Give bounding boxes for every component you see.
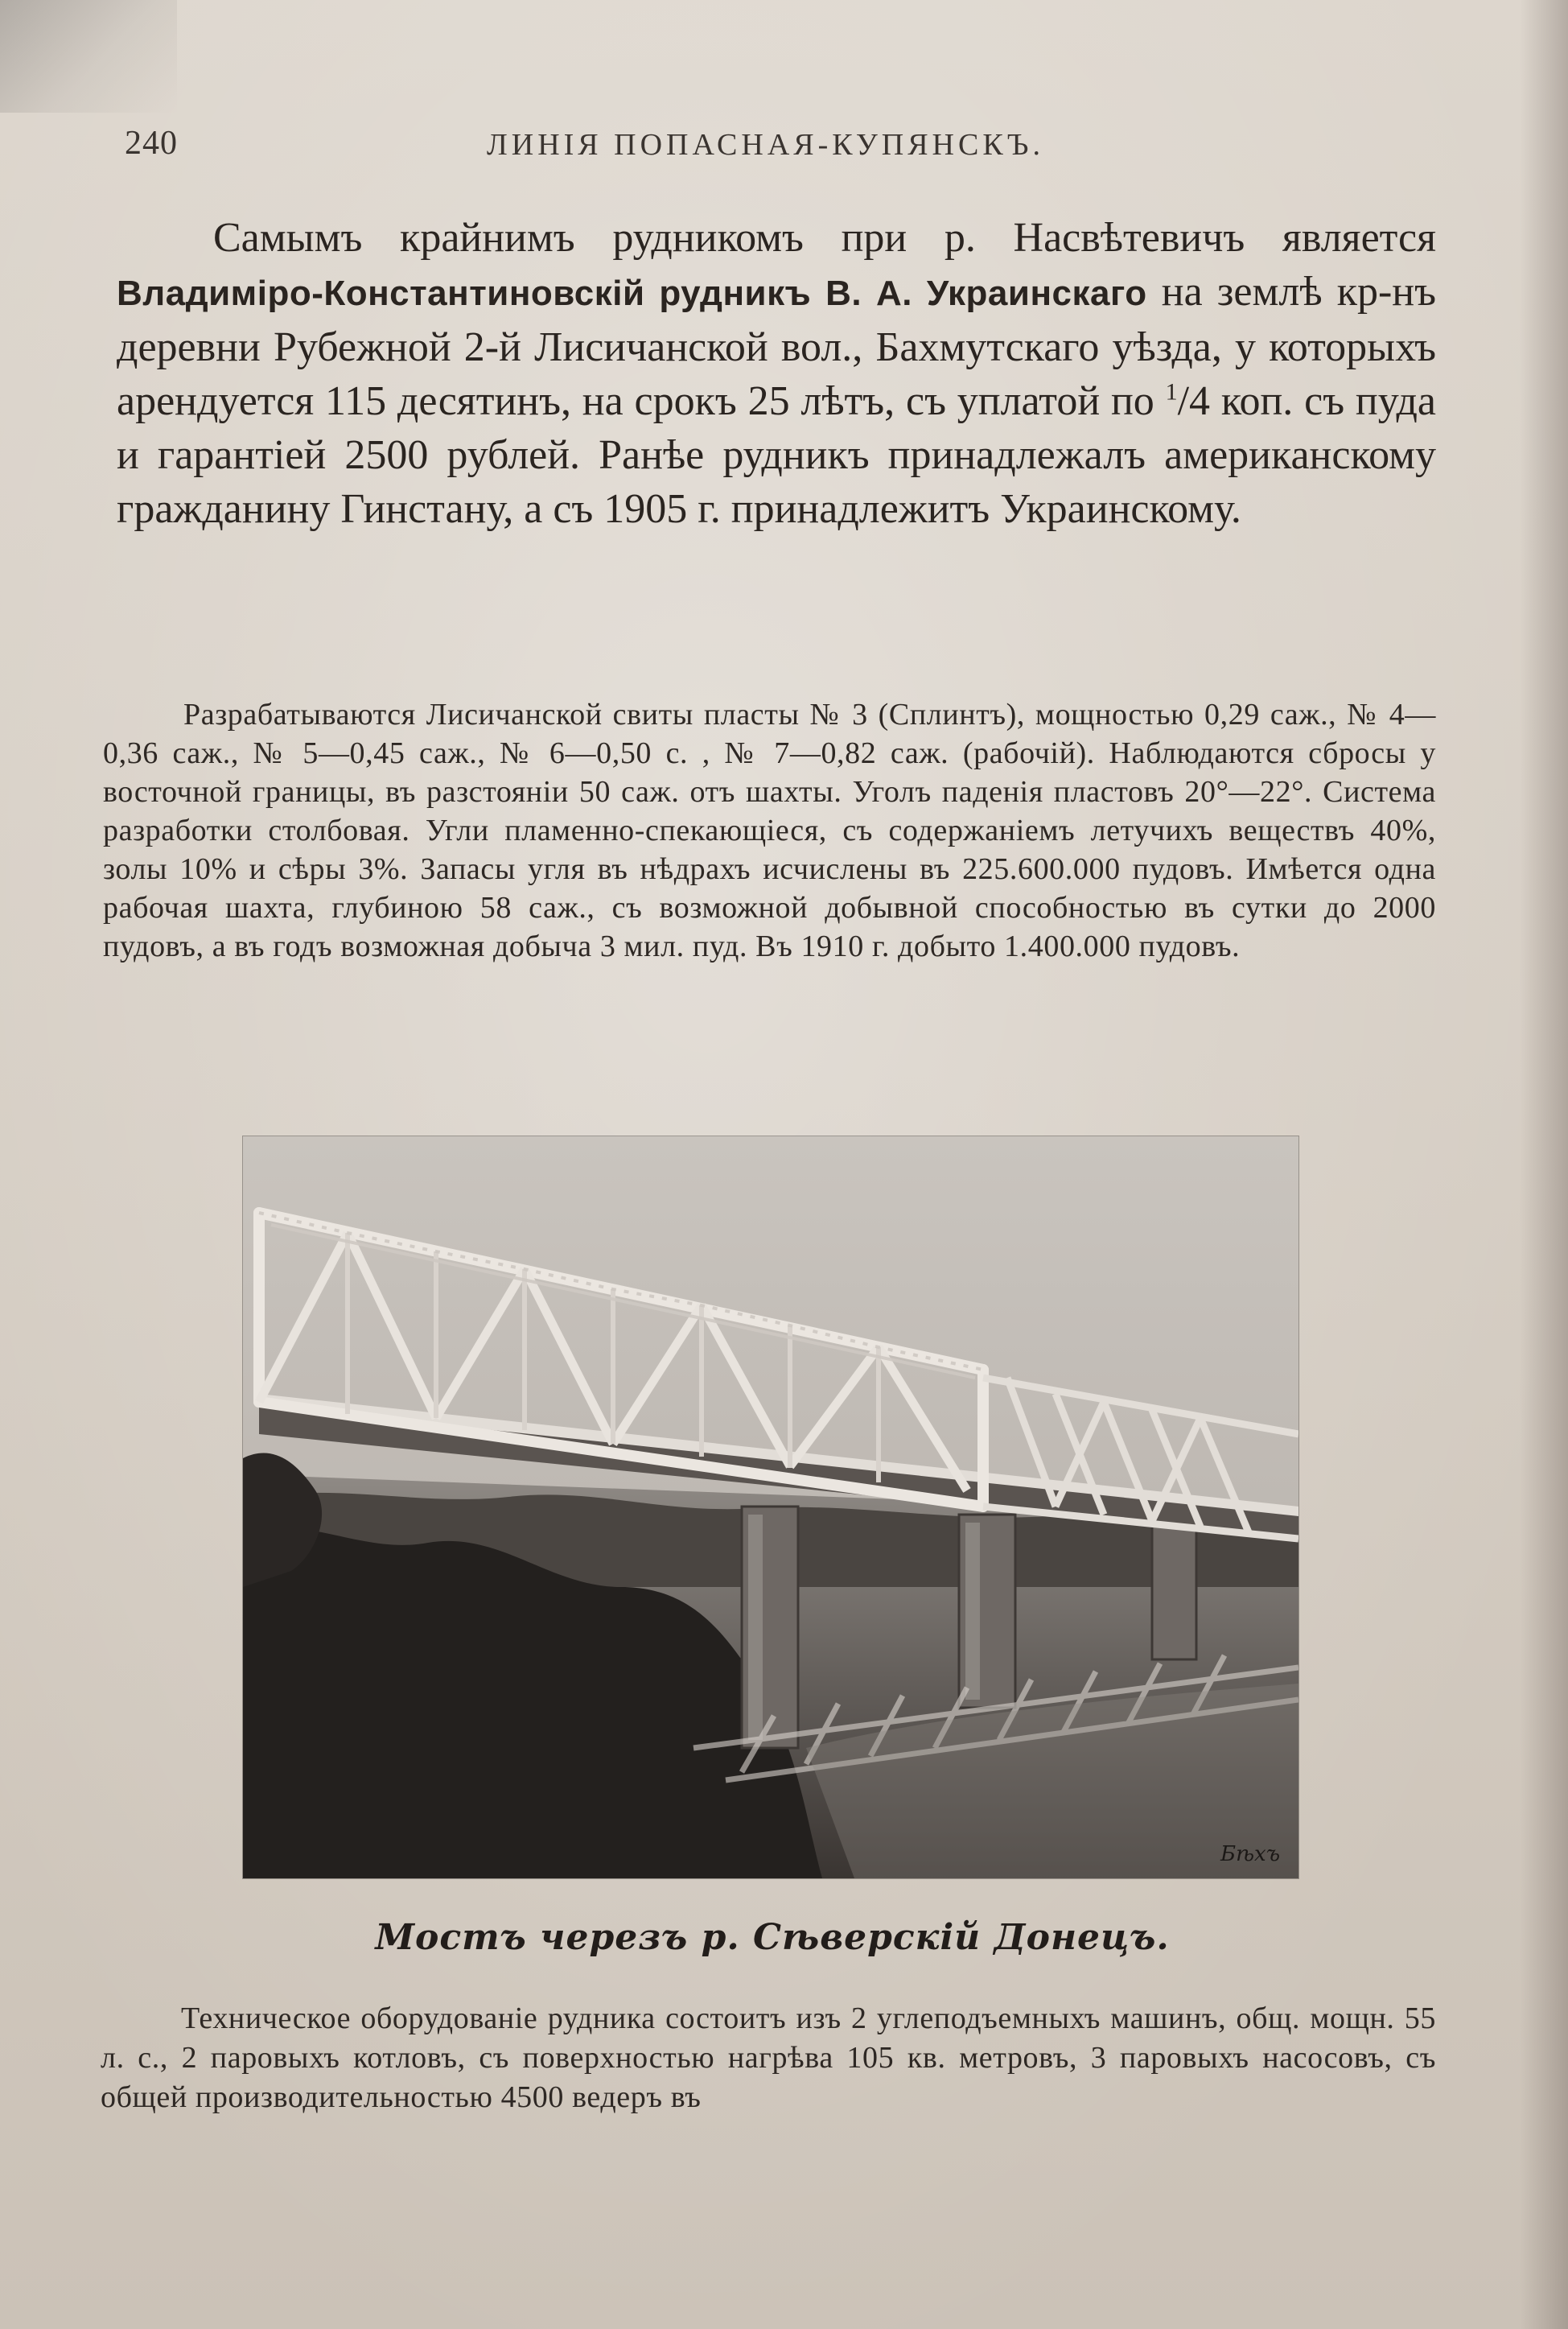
lead-text-part1: Самымъ крайнимъ рудникомъ при р. Насвѣтевичъ является <box>213 215 1436 261</box>
mine-name-bold: Владиміро-Константиновскій рудникъ В. А. Украинскаго <box>117 274 1147 313</box>
bridge-illustration <box>243 1136 1298 1878</box>
page-number: 240 <box>125 125 178 162</box>
detail-paragraph: Разрабатываются Лисичанской свиты пласты № 3 (Сплинтъ), мощностью 0,29 саж., № 4—0,36 саж., № 5—0,45 саж., № 6—0,50 с. , № 7—0,82 саж. (рабочій). Наблюдаются сбросы у восточной границы, въ разстояніи 50 саж. отъ шахты. Уголъ паденія пластовъ 20°—22°. Система разработки столбовая. Угли пламенно-спекающіеся, съ содержаніемъ летучихъ веществъ 40%, золы 10% и сѣры 3%. Запасы угля въ нѣдрахъ исчислены въ 225.600.000 пудовъ. Имѣется одна рабочая шахта, глубиною 58 саж., съ возможной добывной способностью въ сутки до 2000 пудовъ, а въ годъ возможная добыча 3 мил. пуд. Въ 1910 г. добыто 1.400.000 пудовъ. <box>103 698 1436 963</box>
lead-text-part2: на землѣ кр-нъ деревни Рубежной 2-й Лисичанской вол., Бахмутскаго уѣзда, у которыхъ арендуется 115 десятинъ, на срокъ 25 лѣтъ, съ уплатой по <box>117 269 1437 424</box>
fraction-numerator: 1 <box>1165 378 1178 406</box>
figure-caption: Мостъ черезъ р. Сѣверскій Донецъ. <box>375 1917 1170 1958</box>
lead-paragraph <box>117 211 1436 536</box>
bridge-photograph <box>243 1136 1298 1878</box>
lead-text-part3: коп. съ пуда и гарантіей 2500 рублей. Ранѣе рудникъ принадлежалъ американскому гражданину Гинстану, а съ 1905 г. принадлежитъ Украинскому. <box>117 378 1436 532</box>
fraction-denominator: /4 <box>1177 378 1211 424</box>
tail-paragraph: Техническое оборудованіе рудника состоитъ изъ 2 углеподъемныхъ машинъ, общ. мощн. 55 л. с., 2 паровыхъ котловъ, съ поверхностью нагрѣва 105 кв. метровъ, 3 паровыхъ насосовъ, съ общей производительностью 4500 ведеръ въ <box>101 2001 1436 2114</box>
running-title: ЛИНІЯ ПОПАСНАЯ-КУПЯНСКЪ. <box>487 128 1045 162</box>
running-header <box>125 117 1436 165</box>
photographer-signature: Бѣхъ <box>1220 1842 1281 1866</box>
